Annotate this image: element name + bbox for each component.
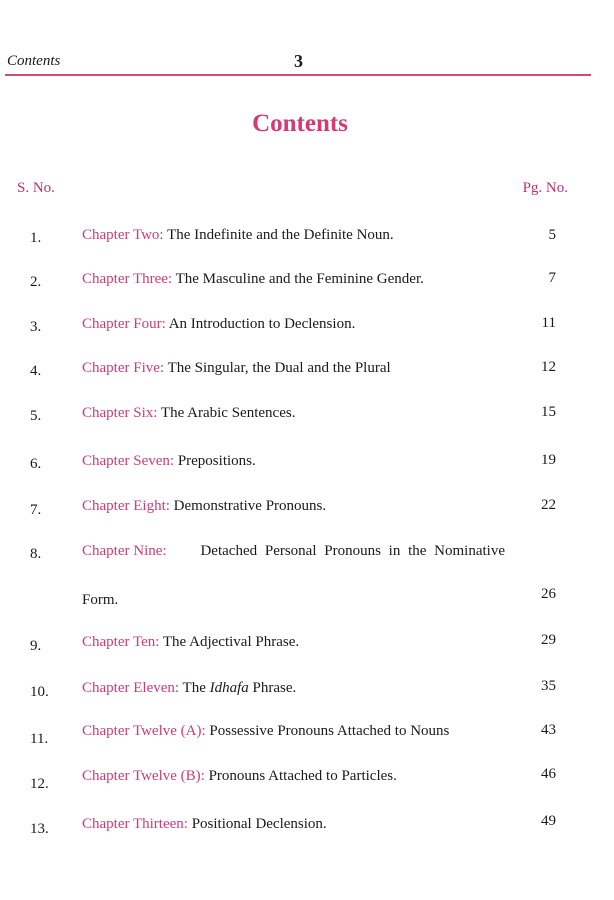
chapter-title: Prepositions. <box>177 453 256 469</box>
chapter-title: Pronouns Attached to Particles. <box>208 768 397 784</box>
chapter-label: Chapter Twelve (A): <box>82 723 206 739</box>
row-entry <box>82 227 537 244</box>
header-rule <box>5 74 591 76</box>
chapter-label: Chapter Two: <box>82 227 164 243</box>
running-head-title: Contents <box>7 53 61 69</box>
page-ref: 5 <box>548 227 556 243</box>
page-title: Contents <box>252 110 348 137</box>
chapter-title: Possessive Pronouns Attached to Nouns <box>209 723 450 739</box>
row-entry <box>82 768 537 785</box>
row-number: 11. <box>30 731 49 747</box>
chapter-title: Demonstrative Pronouns. <box>173 498 327 514</box>
chapter-label: Chapter Seven: <box>82 453 175 469</box>
row-number: 5. <box>30 408 42 424</box>
chapter-title: An Introduction to Declension. <box>168 316 356 332</box>
chapter-title: The Adjectival Phrase. <box>162 634 300 650</box>
page-ref: 29 <box>541 632 556 648</box>
row-number: 10. <box>30 684 49 700</box>
chapter-title-post: Phrase. <box>252 680 297 696</box>
page-ref: 49 <box>541 813 556 829</box>
row-entry <box>82 543 537 560</box>
column-header-page: Pg. No. <box>522 180 568 196</box>
chapter-title-italic: Idhafa <box>209 680 249 696</box>
page-ref: 7 <box>548 270 556 286</box>
page-ref: 12 <box>541 359 556 375</box>
row-number: 4. <box>30 363 42 379</box>
row-entry <box>82 634 537 651</box>
page-ref: 15 <box>541 404 556 420</box>
page-ref: 35 <box>541 678 556 694</box>
chapter-label: Chapter Thirteen: <box>82 816 188 832</box>
chapter-label: Chapter Three: <box>82 271 173 287</box>
chapter-title: The Singular, the Dual and the Plural <box>167 360 391 376</box>
row-entry <box>82 680 537 697</box>
page-ref: 22 <box>541 497 556 513</box>
chapter-title: The Arabic Sentences. <box>160 405 296 421</box>
chapter-title-pre: The <box>182 680 206 696</box>
chapter-label: Chapter Eight: <box>82 498 170 514</box>
running-head <box>0 0 614 80</box>
chapter-label: Chapter Nine: <box>82 543 167 559</box>
row-entry-line <box>82 543 505 560</box>
row-number: 9. <box>30 638 42 654</box>
row-number: 8. <box>30 546 42 562</box>
row-number: 3. <box>30 319 42 335</box>
chapter-label: Chapter Eleven: <box>82 680 180 696</box>
row-entry <box>82 316 537 333</box>
page-ref: 46 <box>541 766 556 782</box>
page-ref: 11 <box>541 315 556 331</box>
chapter-title: The Indefinite and the Definite Noun. <box>167 227 394 243</box>
chapter-label: Chapter Six: <box>82 405 158 421</box>
chapter-label: Chapter Four: <box>82 316 166 332</box>
row-entry <box>82 816 537 833</box>
row-number: 7. <box>30 502 42 518</box>
chapter-title: Detached Personal Pronouns in the Nominative <box>200 543 505 559</box>
row-number: 2. <box>30 274 42 290</box>
chapter-label: Chapter Twelve (B): <box>82 768 205 784</box>
row-entry <box>82 271 537 288</box>
chapter-title: Positional Declension. <box>191 816 327 832</box>
chapter-label: Chapter Five: <box>82 360 165 376</box>
row-number: 6. <box>30 456 42 472</box>
row-entry <box>82 723 537 740</box>
page-ref: 19 <box>541 452 556 468</box>
chapter-title: The Masculine and the Feminine Gender. <box>175 271 424 287</box>
page-ref: 26 <box>541 586 556 602</box>
column-header-sno: S. No. <box>17 180 55 196</box>
row-entry <box>82 453 537 470</box>
row-entry <box>82 498 537 515</box>
row-number: 13. <box>30 821 49 837</box>
row-entry <box>82 360 537 377</box>
page-ref: 43 <box>541 722 556 738</box>
chapter-title-continuation: Form. <box>82 592 119 608</box>
chapter-label: Chapter Ten: <box>82 634 160 650</box>
row-number: 12. <box>30 776 49 792</box>
page-number: 3 <box>294 51 303 71</box>
row-number: 1. <box>30 230 42 246</box>
row-entry <box>82 405 537 422</box>
